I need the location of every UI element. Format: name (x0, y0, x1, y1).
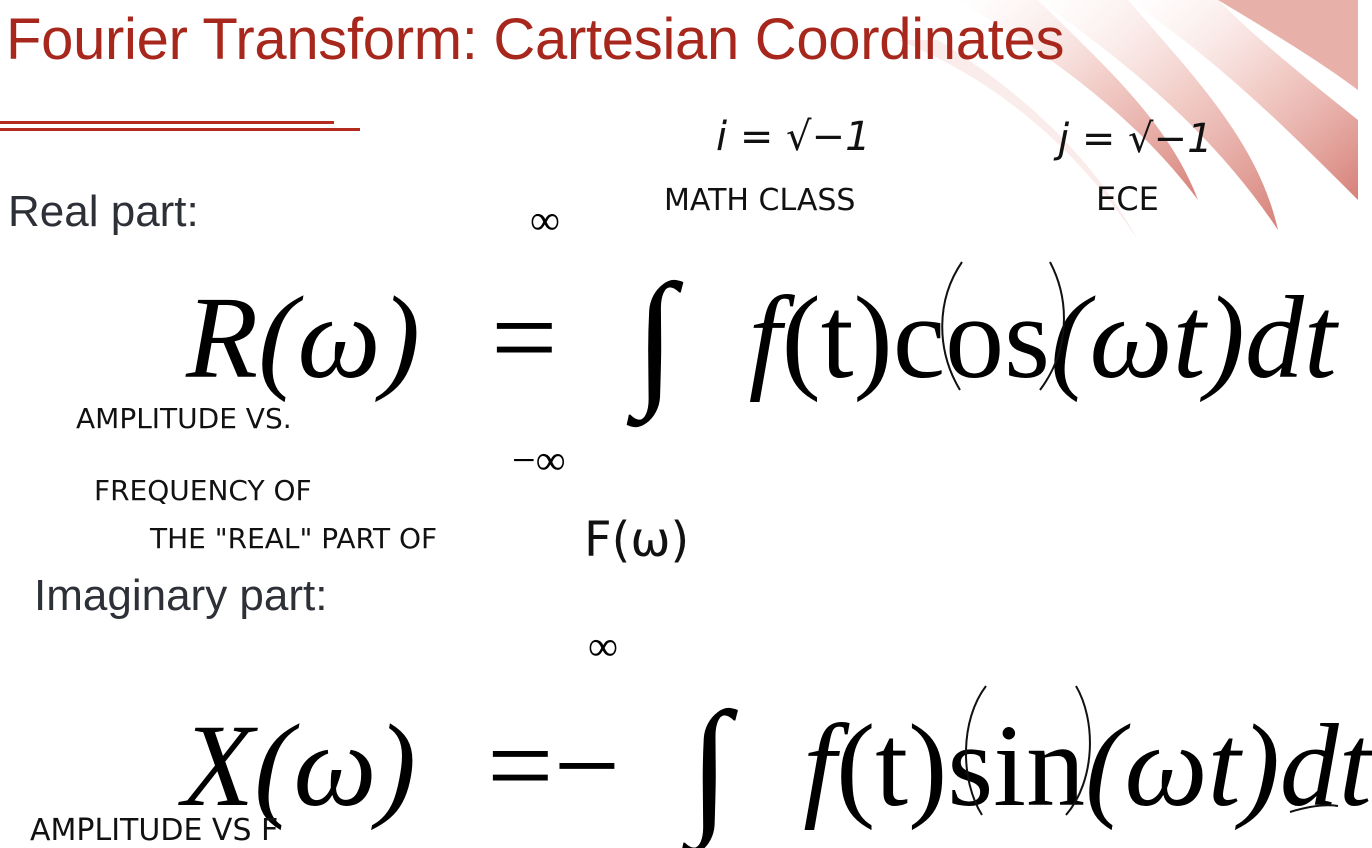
eq-real-dt: dt (1244, 272, 1337, 403)
eq-imag-func: sin (947, 700, 1086, 831)
eq-imag-f: f (803, 700, 836, 831)
eq-real-integral: ∫ (634, 254, 676, 420)
eq-real-lower-limit: −∞ (512, 438, 566, 484)
eq-imag-omega-t: (ωt) (1085, 700, 1280, 831)
eq-imag-equals: = (486, 700, 554, 831)
eq-imag-integral: ∫ (689, 682, 731, 848)
j-definition-text: j = √−1 (1058, 116, 1213, 162)
eq-imag-minus: − (553, 700, 621, 831)
eq-real-func: cos (892, 272, 1051, 403)
i-context-text: MATH CLASS (664, 183, 856, 218)
bottom-fragment-note: AMPLITUDE VS F (30, 813, 279, 848)
eq-imag-upper-limit: ∞ (588, 624, 618, 670)
eq-real-f: f (748, 272, 782, 403)
eq-real-upper-limit: ∞ (530, 198, 560, 244)
eq-imag-dt: dt (1279, 700, 1372, 831)
amplitude-line-2: FREQUENCY OF (94, 474, 312, 507)
i-definition-text: i = √−1 (716, 114, 871, 160)
amplitude-target: F(ω) (584, 512, 690, 568)
amplitude-line-1: AMPLITUDE VS. (76, 402, 292, 435)
amplitude-line-3: THE "REAL" PART OF (150, 522, 438, 555)
eq-real-lhs: R(ω) (186, 272, 420, 403)
eq-real-equals: = (490, 272, 558, 403)
real-part-equation (186, 254, 1337, 420)
amplitude-note (76, 402, 689, 568)
j-context-text: ECE (1096, 180, 1159, 218)
imaginary-part-equation (182, 682, 1372, 848)
eq-real-omega-t: (ωt) (1050, 272, 1245, 403)
real-part-label: Real part: (8, 187, 199, 236)
eq-real-arg: (t) (781, 272, 893, 403)
title-underline-top (0, 121, 334, 124)
eq-imag-lhs: X(ω) (182, 700, 416, 831)
slide-title: Fourier Transform: Cartesian Coordinates (6, 7, 1065, 72)
eq-imag-arg: (t) (836, 700, 948, 831)
imaginary-part-label: Imaginary part: (34, 571, 328, 620)
title-underline-bottom (0, 128, 360, 131)
